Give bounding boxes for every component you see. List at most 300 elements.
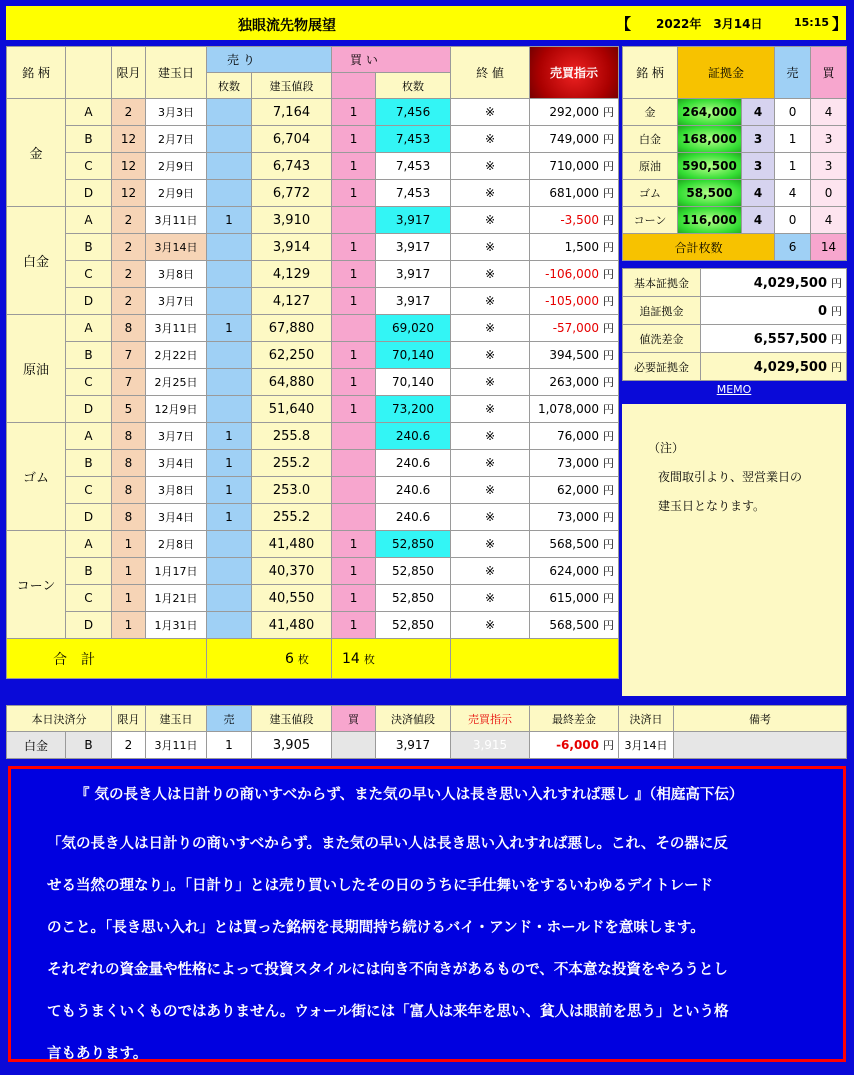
diff-cell	[530, 369, 619, 396]
contract-month: 2	[112, 207, 146, 234]
diff-value: 568,500	[549, 618, 600, 632]
sell-count: 1	[207, 477, 252, 504]
diff-cell	[530, 342, 619, 369]
contract-month: 8	[112, 315, 146, 342]
contract-letter: B	[66, 234, 112, 261]
total-label: 合 計	[7, 639, 207, 679]
margin-buy: 0	[811, 180, 847, 207]
memo-line: 夜間取引より、翌営業日の	[658, 470, 803, 484]
trade-instruction: ※	[451, 450, 530, 477]
settle-price: 3,905	[252, 732, 332, 759]
title-bar	[6, 6, 846, 40]
diff-cell	[530, 531, 619, 558]
table-row	[7, 126, 619, 153]
buy-count: 1	[332, 612, 376, 639]
sell-count: 1	[207, 504, 252, 531]
table-row	[7, 450, 619, 477]
open-price: 40,550	[252, 585, 332, 612]
trade-instruction: ※	[451, 234, 530, 261]
contract-letter: A	[66, 315, 112, 342]
total-sell-unit: 枚	[297, 652, 309, 666]
close-price: 70,140	[376, 342, 451, 369]
diff-value: 1,500	[564, 240, 600, 254]
diff-value: 73,000	[557, 510, 600, 524]
yen-unit: 円	[603, 106, 615, 119]
contract-month: 7	[112, 342, 146, 369]
buy-count: 1	[332, 153, 376, 180]
close-price: 52,850	[376, 531, 451, 558]
yen-unit: 円	[603, 739, 614, 752]
margin-sell: 1	[775, 126, 811, 153]
contract-letter: B	[66, 342, 112, 369]
yen-unit: 円	[603, 538, 615, 551]
trade-instruction: ※	[451, 342, 530, 369]
yen-unit: 円	[603, 484, 615, 497]
table-row	[7, 153, 619, 180]
sell-count: 1	[207, 315, 252, 342]
yen-unit: 円	[603, 160, 615, 173]
summary-row	[623, 297, 847, 325]
sell-count	[207, 396, 252, 423]
summary-label: 必要証拠金	[623, 353, 701, 381]
diff-cell	[530, 99, 619, 126]
open-date: 2月9日	[146, 180, 207, 207]
contract-letter: C	[66, 153, 112, 180]
memo-title[interactable]	[622, 382, 846, 402]
table-row	[7, 504, 619, 531]
open-date: 3月14日	[146, 234, 207, 261]
summary-value: 4,029,500	[753, 275, 827, 291]
commodity-name: 白金	[7, 207, 66, 315]
contract-letter: A	[66, 531, 112, 558]
contract-month: 2	[112, 261, 146, 288]
summary-row	[623, 269, 847, 297]
table-row	[7, 423, 619, 450]
open-date: 3月8日	[146, 261, 207, 288]
yen-unit: 円	[831, 276, 842, 290]
diff-value: 568,500	[549, 537, 600, 551]
close-price: 240.6	[376, 450, 451, 477]
total-sell-cell	[207, 639, 332, 679]
margin-total-row	[623, 234, 847, 261]
yen-unit: 円	[603, 403, 615, 416]
buy-count: 1	[332, 288, 376, 315]
col-header-buy-count: 枚数	[376, 73, 451, 99]
diff-value: 681,000	[549, 186, 600, 200]
diff-value: 1,078,000	[537, 402, 600, 416]
buy-count: 1	[332, 234, 376, 261]
col-header-letter	[66, 47, 112, 99]
total-sell: 6	[285, 650, 294, 667]
margin-commodity: 金	[623, 99, 678, 126]
yen-unit: 円	[831, 304, 842, 318]
col-header-close: 終 値	[451, 47, 530, 99]
diff-value: 615,000	[549, 591, 600, 605]
close-price: 240.6	[376, 477, 451, 504]
margin-commodity: 原油	[623, 153, 678, 180]
yen-unit: 円	[603, 619, 615, 632]
close-price: 52,850	[376, 585, 451, 612]
memo-box	[622, 404, 846, 696]
open-price: 64,880	[252, 369, 332, 396]
total-buy-cell	[332, 639, 451, 679]
sell-count: 1	[207, 423, 252, 450]
settle-value: 3,917	[376, 732, 451, 759]
memo-line: （注）	[648, 441, 685, 455]
memo-line: 建玉日となります。	[658, 499, 766, 513]
trade-instruction: ※	[451, 531, 530, 558]
commodity-name: ゴム	[7, 423, 66, 531]
yen-unit: 円	[603, 349, 615, 362]
table-row	[7, 99, 619, 126]
col-header-name: 銘 柄	[7, 47, 66, 99]
sell-count	[207, 99, 252, 126]
settle-buy	[332, 732, 376, 759]
table-row	[7, 261, 619, 288]
trade-instruction: ※	[451, 423, 530, 450]
settlement-row	[7, 732, 847, 759]
margin-header-margin: 証拠金	[678, 47, 775, 99]
contract-month: 1	[112, 558, 146, 585]
yen-unit: 円	[603, 565, 615, 578]
table-row	[7, 531, 619, 558]
summary-label: 値洗差金	[623, 325, 701, 353]
commodity-name: 原油	[7, 315, 66, 423]
yen-unit: 円	[603, 430, 615, 443]
open-date: 3月3日	[146, 99, 207, 126]
settle-instruction: 3,915	[451, 732, 530, 759]
buy-count	[332, 423, 376, 450]
contract-month: 7	[112, 369, 146, 396]
sell-count	[207, 126, 252, 153]
commodity-name: 金	[7, 99, 66, 207]
diff-cell	[530, 234, 619, 261]
open-date: 3月11日	[146, 315, 207, 342]
trade-instruction: ※	[451, 504, 530, 531]
contract-letter: D	[66, 504, 112, 531]
quote-line: 言もあります。	[47, 1046, 148, 1062]
buy-count	[332, 315, 376, 342]
contract-month: 1	[112, 585, 146, 612]
trade-instruction: ※	[451, 585, 530, 612]
open-price: 253.0	[252, 477, 332, 504]
sell-count	[207, 369, 252, 396]
open-price: 6,772	[252, 180, 332, 207]
open-price: 4,127	[252, 288, 332, 315]
open-price: 255.2	[252, 504, 332, 531]
margin-amount: 168,000	[678, 126, 742, 153]
sell-count	[207, 531, 252, 558]
settlement-header: 買	[332, 706, 376, 732]
quote-line: それぞれの資金量や性格によって投資スタイルには向き不向きがあるもので、不本意な投資をやろうとし	[47, 962, 728, 978]
quote-body	[47, 823, 729, 1075]
open-price: 7,164	[252, 99, 332, 126]
open-date: 3月7日	[146, 423, 207, 450]
buy-count: 1	[332, 369, 376, 396]
summary-body	[623, 269, 847, 381]
diff-cell	[530, 504, 619, 531]
table-row	[7, 396, 619, 423]
contract-letter: C	[66, 585, 112, 612]
settlement-header: 建玉日	[146, 706, 207, 732]
yen-unit: 円	[831, 360, 842, 374]
diff-cell	[530, 180, 619, 207]
table-row	[7, 180, 619, 207]
diff-value: 394,500	[549, 348, 600, 362]
quote-box	[8, 766, 846, 1062]
margin-total-buy: 14	[811, 234, 847, 261]
contract-month: 12	[112, 153, 146, 180]
table-row	[7, 207, 619, 234]
margin-buy: 4	[811, 207, 847, 234]
open-price: 40,370	[252, 558, 332, 585]
summary-value-cell	[701, 353, 847, 381]
open-date: 3月7日	[146, 288, 207, 315]
col-header-price: 建玉値段	[252, 73, 332, 99]
settlement-header: 限月	[112, 706, 146, 732]
open-date: 2月22日	[146, 342, 207, 369]
trade-instruction: ※	[451, 180, 530, 207]
quote-line: 「気の長き人は日計りの商いすべからず。また気の早い人は長き思い入れすれば悪し。これ、その器に反	[47, 836, 728, 852]
diff-cell	[530, 558, 619, 585]
open-date: 2月9日	[146, 153, 207, 180]
sell-count	[207, 342, 252, 369]
quote-line: のこと。「長き思い入れ」とは買った銘柄を長期間持ち続けるバイ・アンド・ホールドを意味します。	[47, 920, 705, 936]
contract-letter: C	[66, 369, 112, 396]
close-price: 240.6	[376, 423, 451, 450]
contract-letter: A	[66, 207, 112, 234]
contract-month: 1	[112, 531, 146, 558]
contract-letter: B	[66, 126, 112, 153]
contract-letter: D	[66, 288, 112, 315]
close-price: 52,850	[376, 558, 451, 585]
open-date: 2月7日	[146, 126, 207, 153]
date-label: 2022年 3月14日	[656, 17, 763, 31]
close-price: 3,917	[376, 207, 451, 234]
col-header-month: 限月	[112, 47, 146, 99]
buy-count	[332, 207, 376, 234]
settle-month: 2	[112, 732, 146, 759]
margin-total-sell: 6	[775, 234, 811, 261]
contract-month: 8	[112, 477, 146, 504]
open-date: 12月9日	[146, 396, 207, 423]
col-header-open-date: 建玉日	[146, 47, 207, 99]
settlement-table	[6, 705, 847, 759]
close-price: 240.6	[376, 504, 451, 531]
close-price: 70,140	[376, 369, 451, 396]
diff-cell	[530, 477, 619, 504]
margin-sell: 1	[775, 153, 811, 180]
settlement-header: 建玉値段	[252, 706, 332, 732]
yen-unit: 円	[603, 511, 615, 524]
margin-table	[622, 46, 847, 261]
margin-lots: 3	[742, 153, 775, 180]
margin-buy: 3	[811, 153, 847, 180]
buy-count	[332, 504, 376, 531]
yen-unit: 円	[603, 214, 615, 227]
open-date: 2月25日	[146, 369, 207, 396]
open-price: 255.8	[252, 423, 332, 450]
contract-letter: B	[66, 450, 112, 477]
sell-count: 1	[207, 207, 252, 234]
yen-unit: 円	[603, 457, 615, 470]
close-price: 7,453	[376, 126, 451, 153]
trade-instruction: ※	[451, 558, 530, 585]
open-date: 1月31日	[146, 612, 207, 639]
summary-label: 追証拠金	[623, 297, 701, 325]
table-row	[7, 234, 619, 261]
margin-sell: 4	[775, 180, 811, 207]
diff-cell	[530, 396, 619, 423]
open-date: 1月17日	[146, 558, 207, 585]
diff-value: 62,000	[557, 483, 600, 497]
contract-letter: D	[66, 612, 112, 639]
open-price: 255.2	[252, 450, 332, 477]
open-date: 3月4日	[146, 450, 207, 477]
margin-commodity: コーン	[623, 207, 678, 234]
settle-commodity: 白金	[7, 732, 66, 759]
diff-cell	[530, 207, 619, 234]
col-header-sell	[207, 47, 332, 73]
trade-instruction: ※	[451, 261, 530, 288]
close-price: 69,020	[376, 315, 451, 342]
trade-instruction: ※	[451, 315, 530, 342]
trade-instruction: ※	[451, 126, 530, 153]
diff-value: 749,000	[549, 132, 600, 146]
summary-value: 4,029,500	[753, 359, 827, 375]
settle-note	[674, 732, 847, 759]
diff-value: 710,000	[549, 159, 600, 173]
trade-instruction: ※	[451, 99, 530, 126]
open-price: 62,250	[252, 342, 332, 369]
sell-count	[207, 612, 252, 639]
total-spacer	[451, 639, 619, 679]
sell-count	[207, 234, 252, 261]
diff-value: -106,000	[545, 267, 600, 281]
margin-buy: 3	[811, 126, 847, 153]
close-price: 73,200	[376, 396, 451, 423]
contract-month: 8	[112, 450, 146, 477]
open-price: 6,704	[252, 126, 332, 153]
diff-value: 76,000	[557, 429, 600, 443]
memo-link[interactable]: MEMO	[716, 383, 752, 396]
diff-cell	[530, 423, 619, 450]
table-row	[7, 342, 619, 369]
yen-unit: 円	[603, 241, 615, 254]
contract-letter: A	[66, 423, 112, 450]
contract-month: 12	[112, 126, 146, 153]
summary-value: 0	[817, 303, 827, 319]
diff-cell	[530, 450, 619, 477]
sell-count	[207, 180, 252, 207]
close-price: 3,917	[376, 234, 451, 261]
sell-count	[207, 261, 252, 288]
col-header-buy-spacer	[332, 73, 376, 99]
margin-row	[623, 99, 847, 126]
col-header-instruction: 売買指示	[530, 47, 619, 99]
sell-count	[207, 153, 252, 180]
yen-unit: 円	[603, 322, 615, 335]
total-buy: 14	[342, 650, 360, 667]
settle-diff: -6,000	[556, 738, 599, 752]
diff-cell	[530, 585, 619, 612]
margin-amount: 58,500	[678, 180, 742, 207]
table-row	[7, 288, 619, 315]
open-price: 51,640	[252, 396, 332, 423]
table-row	[7, 585, 619, 612]
summary-label: 基本証拠金	[623, 269, 701, 297]
settlement-header: 備考	[674, 706, 847, 732]
settlement-header-row	[7, 706, 847, 732]
buy-count: 1	[332, 342, 376, 369]
total-row	[7, 639, 619, 679]
margin-header-name: 銘 柄	[623, 47, 678, 99]
open-date: 1月21日	[146, 585, 207, 612]
sell-header-label: 売 り	[227, 53, 255, 67]
settlement-header: 決済日	[619, 706, 674, 732]
contract-month: 8	[112, 423, 146, 450]
close-price: 52,850	[376, 612, 451, 639]
diff-value: -3,500	[560, 213, 600, 227]
open-date: 3月11日	[146, 207, 207, 234]
settle-diff-cell	[530, 732, 619, 759]
close-price: 7,453	[376, 153, 451, 180]
sell-count	[207, 288, 252, 315]
settle-letter: B	[66, 732, 112, 759]
trade-instruction: ※	[451, 207, 530, 234]
settle-date: 3月11日	[146, 732, 207, 759]
summary-value-cell	[701, 297, 847, 325]
contract-letter: A	[66, 99, 112, 126]
page-title: 独眼流先物展望	[238, 18, 336, 34]
close-price: 3,917	[376, 261, 451, 288]
buy-count: 1	[332, 396, 376, 423]
open-price: 67,880	[252, 315, 332, 342]
margin-total-label: 合計枚数	[623, 234, 775, 261]
summary-value: 6,557,500	[753, 331, 827, 347]
contract-month: 2	[112, 288, 146, 315]
summary-value-cell	[701, 269, 847, 297]
buy-count: 1	[332, 558, 376, 585]
table-row	[7, 477, 619, 504]
contract-month: 1	[112, 612, 146, 639]
summary-row	[623, 353, 847, 381]
diff-value: 292,000	[549, 105, 600, 119]
open-date: 2月8日	[146, 531, 207, 558]
buy-count	[332, 477, 376, 504]
margin-row	[623, 153, 847, 180]
contract-month: 2	[112, 99, 146, 126]
settlement-header: 決済値段	[376, 706, 451, 732]
open-price: 41,480	[252, 612, 332, 639]
buy-header-label: 買 い	[350, 53, 378, 67]
open-price: 41,480	[252, 531, 332, 558]
table-row	[7, 612, 619, 639]
sell-count: 1	[207, 450, 252, 477]
close-price: 7,456	[376, 99, 451, 126]
margin-header-sell: 売	[775, 47, 811, 99]
summary-row	[623, 325, 847, 353]
open-date: 3月8日	[146, 477, 207, 504]
summary-table	[622, 268, 847, 381]
bracket-open: 【	[616, 15, 632, 33]
yen-unit: 円	[603, 187, 615, 200]
commodity-name: コーン	[7, 531, 66, 639]
margin-amount: 116,000	[678, 207, 742, 234]
settlement-header: 売買指示	[451, 706, 530, 732]
settlement-body	[7, 706, 847, 759]
margin-lots: 4	[742, 207, 775, 234]
